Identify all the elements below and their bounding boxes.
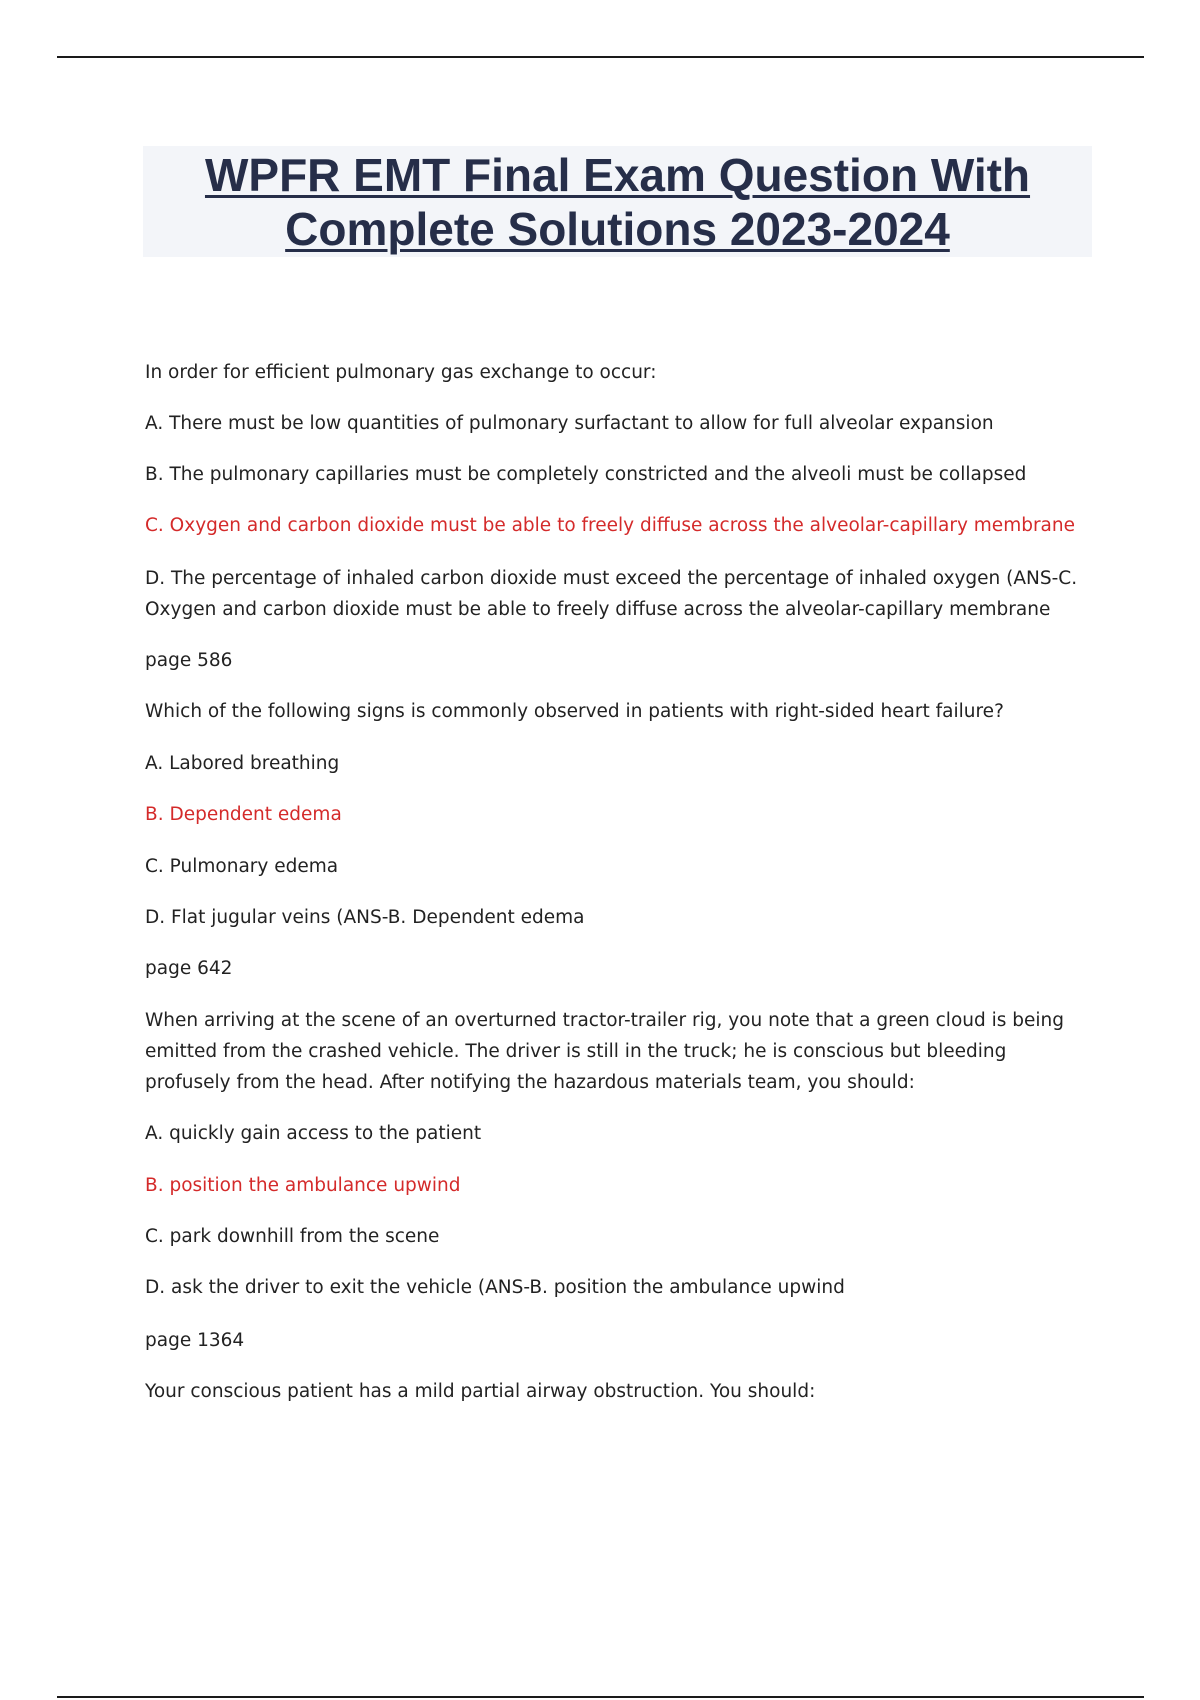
question-stem: Which of the following signs is commonly observed in patients with right-sided heart failure? (145, 701, 1004, 722)
correct-answer-option: B. Dependent edema (145, 804, 342, 825)
question-stem: When arriving at the scene of an overturned tractor-trailer rig, you note that a green cloud is being emitted from the crashed vehicle. The driver is still in the truck; he is conscious but bleeding profusely from the head. After notifying the hazardous materials team, you should: (145, 1010, 1065, 1093)
answer-option: D. Flat jugular veins (ANS-B. Dependent edema (145, 907, 585, 928)
correct-answer-option: B. position the ambulance upwind (145, 1175, 461, 1196)
question-stem: Your conscious patient has a mild partial airway obstruction. You should: (145, 1381, 816, 1402)
answer-option: A. quickly gain access to the patient (145, 1123, 482, 1144)
answer-option: C. Pulmonary edema (145, 856, 339, 877)
answer-option: B. The pulmonary capillaries must be completely constricted and the alveoli must be collapsed (145, 464, 1027, 485)
answer-option: D. The percentage of inhaled carbon dioxide must exceed the percentage of inhaled oxygen (ANS-C. Oxygen and carbon dioxide must be able to freely diffuse across the alveolar-capillary membrane (145, 568, 1078, 620)
answer-option: A. There must be low quantities of pulmonary surfactant to allow for full alveolar expansion (145, 413, 994, 434)
page-reference: page 1364 (145, 1330, 245, 1351)
page-reference: page 642 (145, 958, 233, 979)
bottom-rule (57, 1696, 1144, 1698)
answer-option: A. Labored breathing (145, 753, 340, 774)
page-reference: page 586 (145, 650, 233, 671)
correct-answer-option: C. Oxygen and carbon dioxide must be able to freely diffuse across the alveolar-capillary membrane (145, 515, 1076, 536)
answer-option: D. ask the driver to exit the vehicle (ANS-B. position the ambulance upwind (145, 1277, 845, 1298)
question-stem: In order for efficient pulmonary gas exchange to occur: (145, 362, 657, 383)
document-title: WPFR EMT Final Exam Question With Complete Solutions 2023-2024 (204, 149, 1031, 255)
answer-option: C. park downhill from the scene (145, 1226, 440, 1247)
top-rule (57, 56, 1144, 58)
title-banner (143, 146, 1092, 257)
